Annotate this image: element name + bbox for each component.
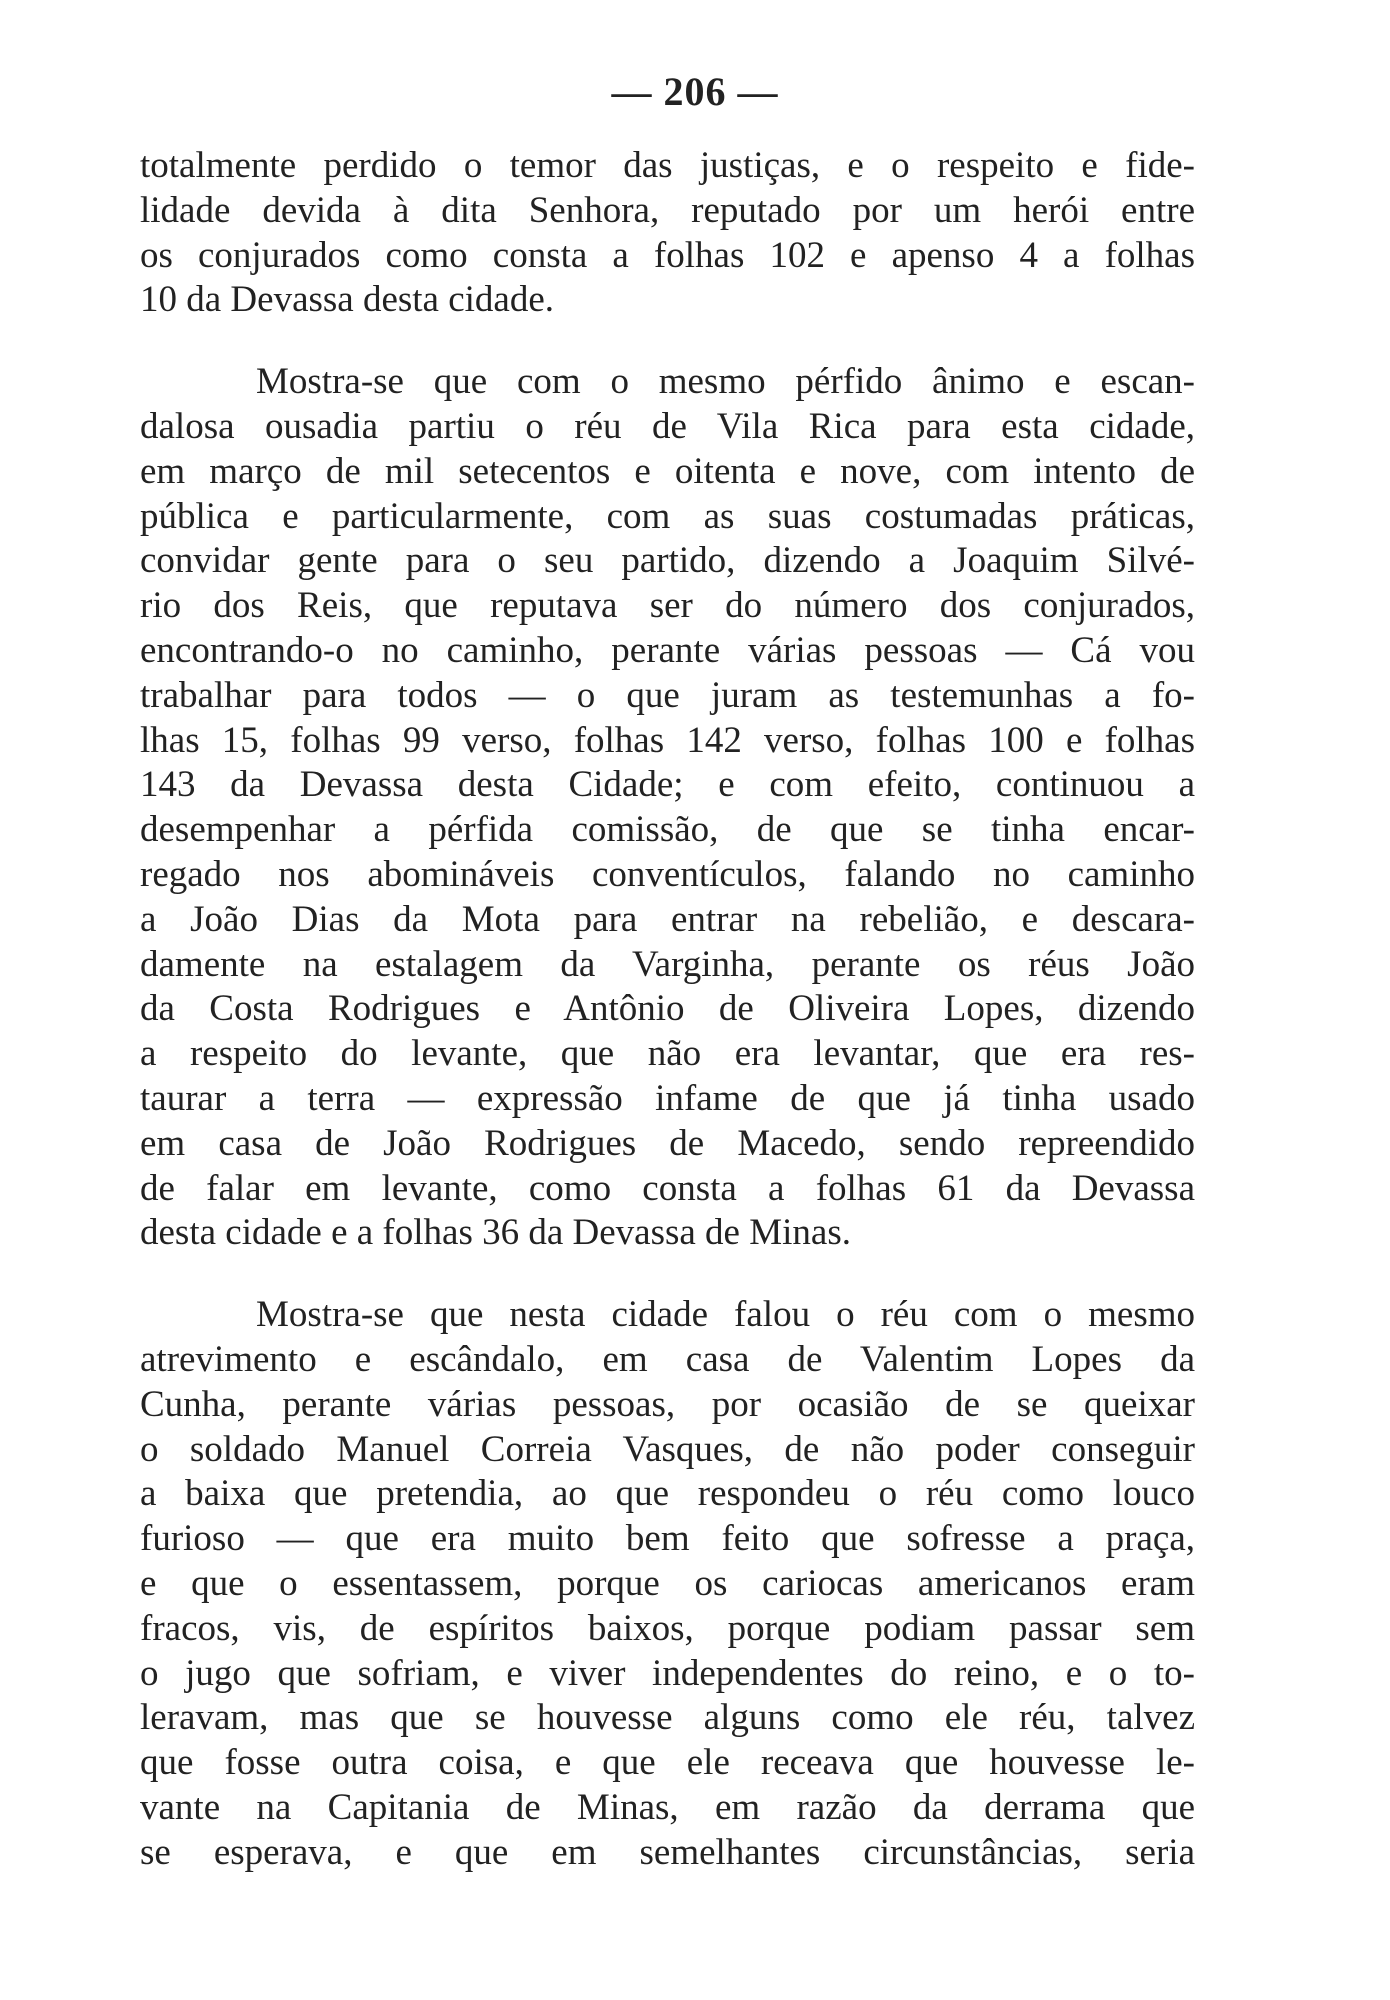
text-line: a respeito do levante, que não era levantar, que era res- [140,1033,1195,1075]
text-line: se esperava, e que em semelhantes circunstâncias, seria [140,1831,1195,1873]
text-line: vante na Capitania de Minas, em razão da derrama que [140,1786,1195,1828]
text-line: dalosa ousadia partiu o réu de Vila Rica para esta cidade, [140,405,1195,447]
text-line: desempenhar a pérfida comissão, de que se tinha encar- [140,809,1195,851]
text-line: os conjurados como consta a folhas 102 e apenso 4 a folhas [140,234,1195,276]
text-line: em março de mil setecentos e oitenta e nove, com intento de [140,450,1195,492]
text-line: pública e particularmente, com as suas costumadas práticas, [140,495,1195,537]
text-line: fracos, vis, de espíritos baixos, porque podiam passar sem [140,1607,1195,1649]
text-line: damente na estalagem da Varginha, perante os réus João [140,943,1195,985]
text-line: Mostra-se que nesta cidade falou o réu com o mesmo [256,1294,1195,1336]
text-line: de falar em levante, como consta a folhas 61 da Devassa [140,1167,1195,1209]
paragraph-3 [140,1293,1195,1875]
text-line: Mostra-se que com o mesmo pérfido ânimo e escan- [256,361,1195,403]
text-line: encontrando-o no caminho, perante várias pessoas — Cá vou [140,629,1195,671]
paragraph-1 [140,144,1195,323]
text-line: atrevimento e escândalo, em casa de Valentim Lopes da [140,1338,1195,1380]
text-line: desta cidade e a folhas 36 da Devassa de Minas. [140,1212,851,1254]
page-number: — 206 — [611,69,779,114]
text-line: 143 da Devassa desta Cidade; e com efeito, continuou a [140,764,1195,806]
text-line: que fosse outra coisa, e que ele receava que houvesse le- [140,1742,1195,1784]
text-line: furioso — que era muito bem feito que sofresse a praça, [140,1518,1195,1560]
text-line: da Costa Rodrigues e Antônio de Oliveira Lopes, dizendo [140,988,1195,1030]
text-line: Cunha, perante várias pessoas, por ocasião de se queixar [140,1383,1195,1425]
text-line: o soldado Manuel Correia Vasques, de não poder conseguir [140,1428,1195,1470]
paragraph-2 [140,360,1195,1256]
text-line: o jugo que sofriam, e viver independentes do reino, e o to- [140,1652,1195,1694]
text-line: a João Dias da Mota para entrar na rebelião, e descara- [140,898,1195,940]
text-line: taurar a terra — expressão infame de que já tinha usado [140,1077,1195,1119]
text-line: e que o essentassem, porque os cariocas americanos eram [140,1562,1195,1604]
text-line: 10 da Devassa desta cidade. [140,279,555,321]
body-text [140,144,1195,1875]
text-line: a baixa que pretendia, ao que respondeu o réu como louco [140,1473,1195,1515]
text-line: rio dos Reis, que reputava ser do número dos conjurados, [140,585,1195,627]
text-line: trabalhar para todos — o que juram as testemunhas a fo- [140,674,1195,716]
text-line: totalmente perdido o temor das justiças, e o respeito e fide- [140,145,1195,186]
text-line: regado nos abomináveis conventículos, falando no caminho [140,853,1195,895]
text-line: em casa de João Rodrigues de Macedo, sendo repreendido [140,1122,1195,1164]
text-line: lidade devida à dita Senhora, reputado por um herói entre [140,189,1195,231]
text-line: convidar gente para o seu partido, dizendo a Joaquim Silvé- [140,540,1195,582]
text-line: leravam, mas que se houvesse alguns como ele réu, talvez [140,1697,1195,1739]
text-line: lhas 15, folhas 99 verso, folhas 142 verso, folhas 100 e folhas [140,719,1195,761]
